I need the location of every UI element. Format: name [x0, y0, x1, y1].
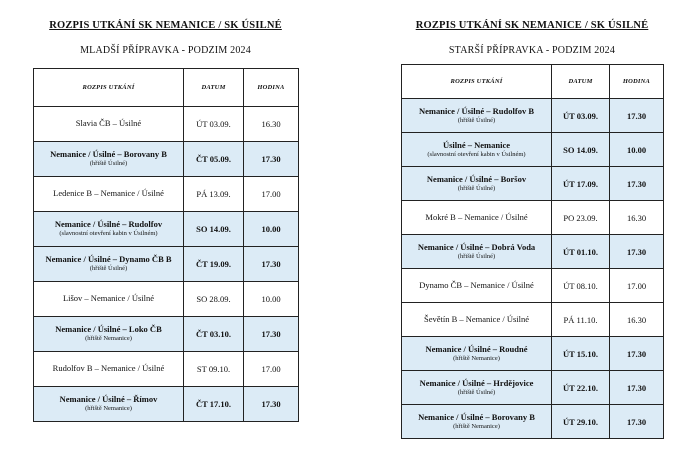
match-teams: Úsilné – Nemanice [442, 139, 511, 150]
schedule-subtitle: STARŠÍ PŘÍPRAVKA - PODZIM 2024 [448, 45, 616, 56]
table-header-row [402, 65, 664, 99]
match-teams: Ledenice B – Nemanice / Úsilné [53, 188, 164, 199]
match-teams: Rudolfov B – Nemanice / Úsilné [52, 363, 165, 374]
match-teams: Nemanice / Úsilné – Dynamo ČB B [45, 254, 172, 265]
match-time: 17.30 [610, 371, 664, 405]
match-cell [34, 282, 184, 317]
column-header-date: DATUM [552, 65, 610, 99]
match-cell [402, 167, 552, 201]
table-row [34, 352, 299, 387]
column-header-match: ROZPIS UTKÁNÍ [34, 69, 184, 107]
match-cell [402, 201, 552, 235]
column-header-match: ROZPIS UTKÁNÍ [402, 65, 552, 99]
table-row [402, 269, 664, 303]
table-row [402, 201, 664, 235]
match-teams: Nemanice / Úsilné – Hrdějovice [419, 377, 534, 388]
venue-note: (hřiště Nemanice) [85, 335, 132, 343]
match-teams: Ševětín B – Nemanice / Úsilné [423, 313, 530, 324]
match-cell [402, 269, 552, 303]
match-time: 16.30 [244, 107, 299, 142]
column-header-time: HODINA [244, 69, 299, 107]
table-row [402, 337, 664, 371]
match-cell [34, 317, 184, 352]
table-row [402, 371, 664, 405]
schedule-subtitle: MLADŠÍ PŘÍPRAVKA - PODZIM 2024 [80, 45, 251, 56]
venue-note: (hřiště Úsilné) [457, 116, 496, 124]
match-date: ÚT 17.09. [552, 167, 610, 201]
match-cell [402, 337, 552, 371]
match-date: SO 14.09. [552, 133, 610, 167]
match-time: 17.30 [610, 167, 664, 201]
match-date: ČT 19.09. [184, 247, 244, 282]
match-time: 17.30 [610, 405, 664, 439]
match-date: ÚT 01.10. [552, 235, 610, 269]
match-teams: Nemanice / Úsilné – Rudolfov B [419, 105, 534, 116]
match-date: ÚT 08.10. [552, 269, 610, 303]
match-teams: Nemanice / Úsilné – Římov [59, 394, 158, 405]
venue-note: (hřiště Úsilné) [89, 160, 128, 168]
table-row [34, 282, 299, 317]
table-row [402, 303, 664, 337]
match-cell [402, 99, 552, 133]
table-row [34, 212, 299, 247]
table-row [34, 317, 299, 352]
match-date: ÚT 29.10. [552, 405, 610, 439]
match-cell [402, 235, 552, 269]
match-teams: Nemanice / Úsilné – Loko ČB [55, 324, 162, 335]
match-teams: Nemanice / Úsilné – Boršov [426, 173, 527, 184]
match-teams: Nemanice / Úsilné – Borovany B [418, 411, 535, 422]
match-date: ÚT 15.10. [552, 337, 610, 371]
venue-note: (hřiště Úsilné) [89, 265, 128, 273]
column-header-date: DATUM [184, 69, 244, 107]
venue-note: (hřiště Úsilné) [457, 388, 496, 396]
match-teams: Mokré B – Nemanice / Úsilné [425, 211, 528, 222]
match-date: ÚT 22.10. [552, 371, 610, 405]
table-header-row [34, 69, 299, 107]
column-header-time: HODINA [610, 65, 664, 99]
match-cell [34, 352, 184, 387]
table-row [402, 99, 664, 133]
match-teams: Dynamo ČB – Nemanice / Úsilné [419, 279, 534, 290]
table-row [34, 177, 299, 212]
match-date: PO 23.09. [552, 201, 610, 235]
match-cell [402, 133, 552, 167]
match-date: SO 28.09. [184, 282, 244, 317]
venue-note: (hřiště Nemanice) [453, 422, 500, 430]
document-title: ROZPIS UTKÁNÍ SK NEMANICE / SK ÚSILNÉ [415, 20, 649, 31]
match-date: ST 09.10. [184, 352, 244, 387]
venue-note: (hřiště Úsilné) [457, 184, 496, 192]
table-row [402, 405, 664, 439]
match-date: ÚT 03.09. [552, 99, 610, 133]
match-cell [34, 142, 184, 177]
match-time: 16.30 [610, 303, 664, 337]
match-date: SO 14.09. [184, 212, 244, 247]
match-time: 17.30 [244, 317, 299, 352]
table-row [34, 142, 299, 177]
match-date: ČT 05.09. [184, 142, 244, 177]
table-row [34, 387, 299, 422]
match-date: PÁ 13.09. [184, 177, 244, 212]
match-date: ÚT 03.09. [184, 107, 244, 142]
schedule-table [33, 68, 299, 422]
match-time: 17.00 [610, 269, 664, 303]
match-time: 17.30 [244, 142, 299, 177]
match-date: PÁ 11.10. [552, 303, 610, 337]
match-time: 16.30 [610, 201, 664, 235]
schedule-table [401, 64, 664, 439]
venue-note: (slavnostní otevření kabin v Úsilném) [59, 230, 158, 238]
match-date: ČT 03.10. [184, 317, 244, 352]
venue-note: (hřiště Nemanice) [85, 405, 132, 413]
match-cell [402, 371, 552, 405]
match-time: 17.30 [610, 337, 664, 371]
match-teams: Nemanice / Úsilné – Borovany B [50, 149, 167, 160]
match-time: 17.30 [244, 387, 299, 422]
match-teams: Nemanice / Úsilné – Dobrá Voda [417, 241, 536, 252]
match-time: 17.00 [244, 352, 299, 387]
match-teams: Slavia ČB – Úsilné [75, 118, 142, 129]
match-cell [34, 177, 184, 212]
venue-note: (slavnostní otevření kabin v Úsilném) [427, 150, 526, 158]
match-cell [34, 387, 184, 422]
document-title: ROZPIS UTKÁNÍ SK NEMANICE / SK ÚSILNÉ [49, 20, 282, 31]
match-cell [402, 405, 552, 439]
venue-note: (hřiště Nemanice) [453, 354, 500, 362]
table-row [402, 167, 664, 201]
match-time: 10.00 [244, 282, 299, 317]
table-row [34, 247, 299, 282]
venue-note: (hřiště Úsilné) [457, 252, 496, 260]
match-time: 17.30 [244, 247, 299, 282]
match-time: 10.00 [244, 212, 299, 247]
match-cell [402, 303, 552, 337]
match-time: 10.00 [610, 133, 664, 167]
match-cell [34, 212, 184, 247]
match-teams: Nemanice / Úsilné – Roudné [425, 343, 528, 354]
match-teams: Nemanice / Úsilné – Rudolfov [54, 219, 163, 230]
match-cell [34, 107, 184, 142]
table-row [402, 235, 664, 269]
match-date: ČT 17.10. [184, 387, 244, 422]
match-teams: Lišov – Nemanice / Úsilné [62, 293, 155, 304]
match-time: 17.30 [610, 99, 664, 133]
match-time: 17.00 [244, 177, 299, 212]
match-cell [34, 247, 184, 282]
match-time: 17.30 [610, 235, 664, 269]
table-row [402, 133, 664, 167]
table-row [34, 107, 299, 142]
